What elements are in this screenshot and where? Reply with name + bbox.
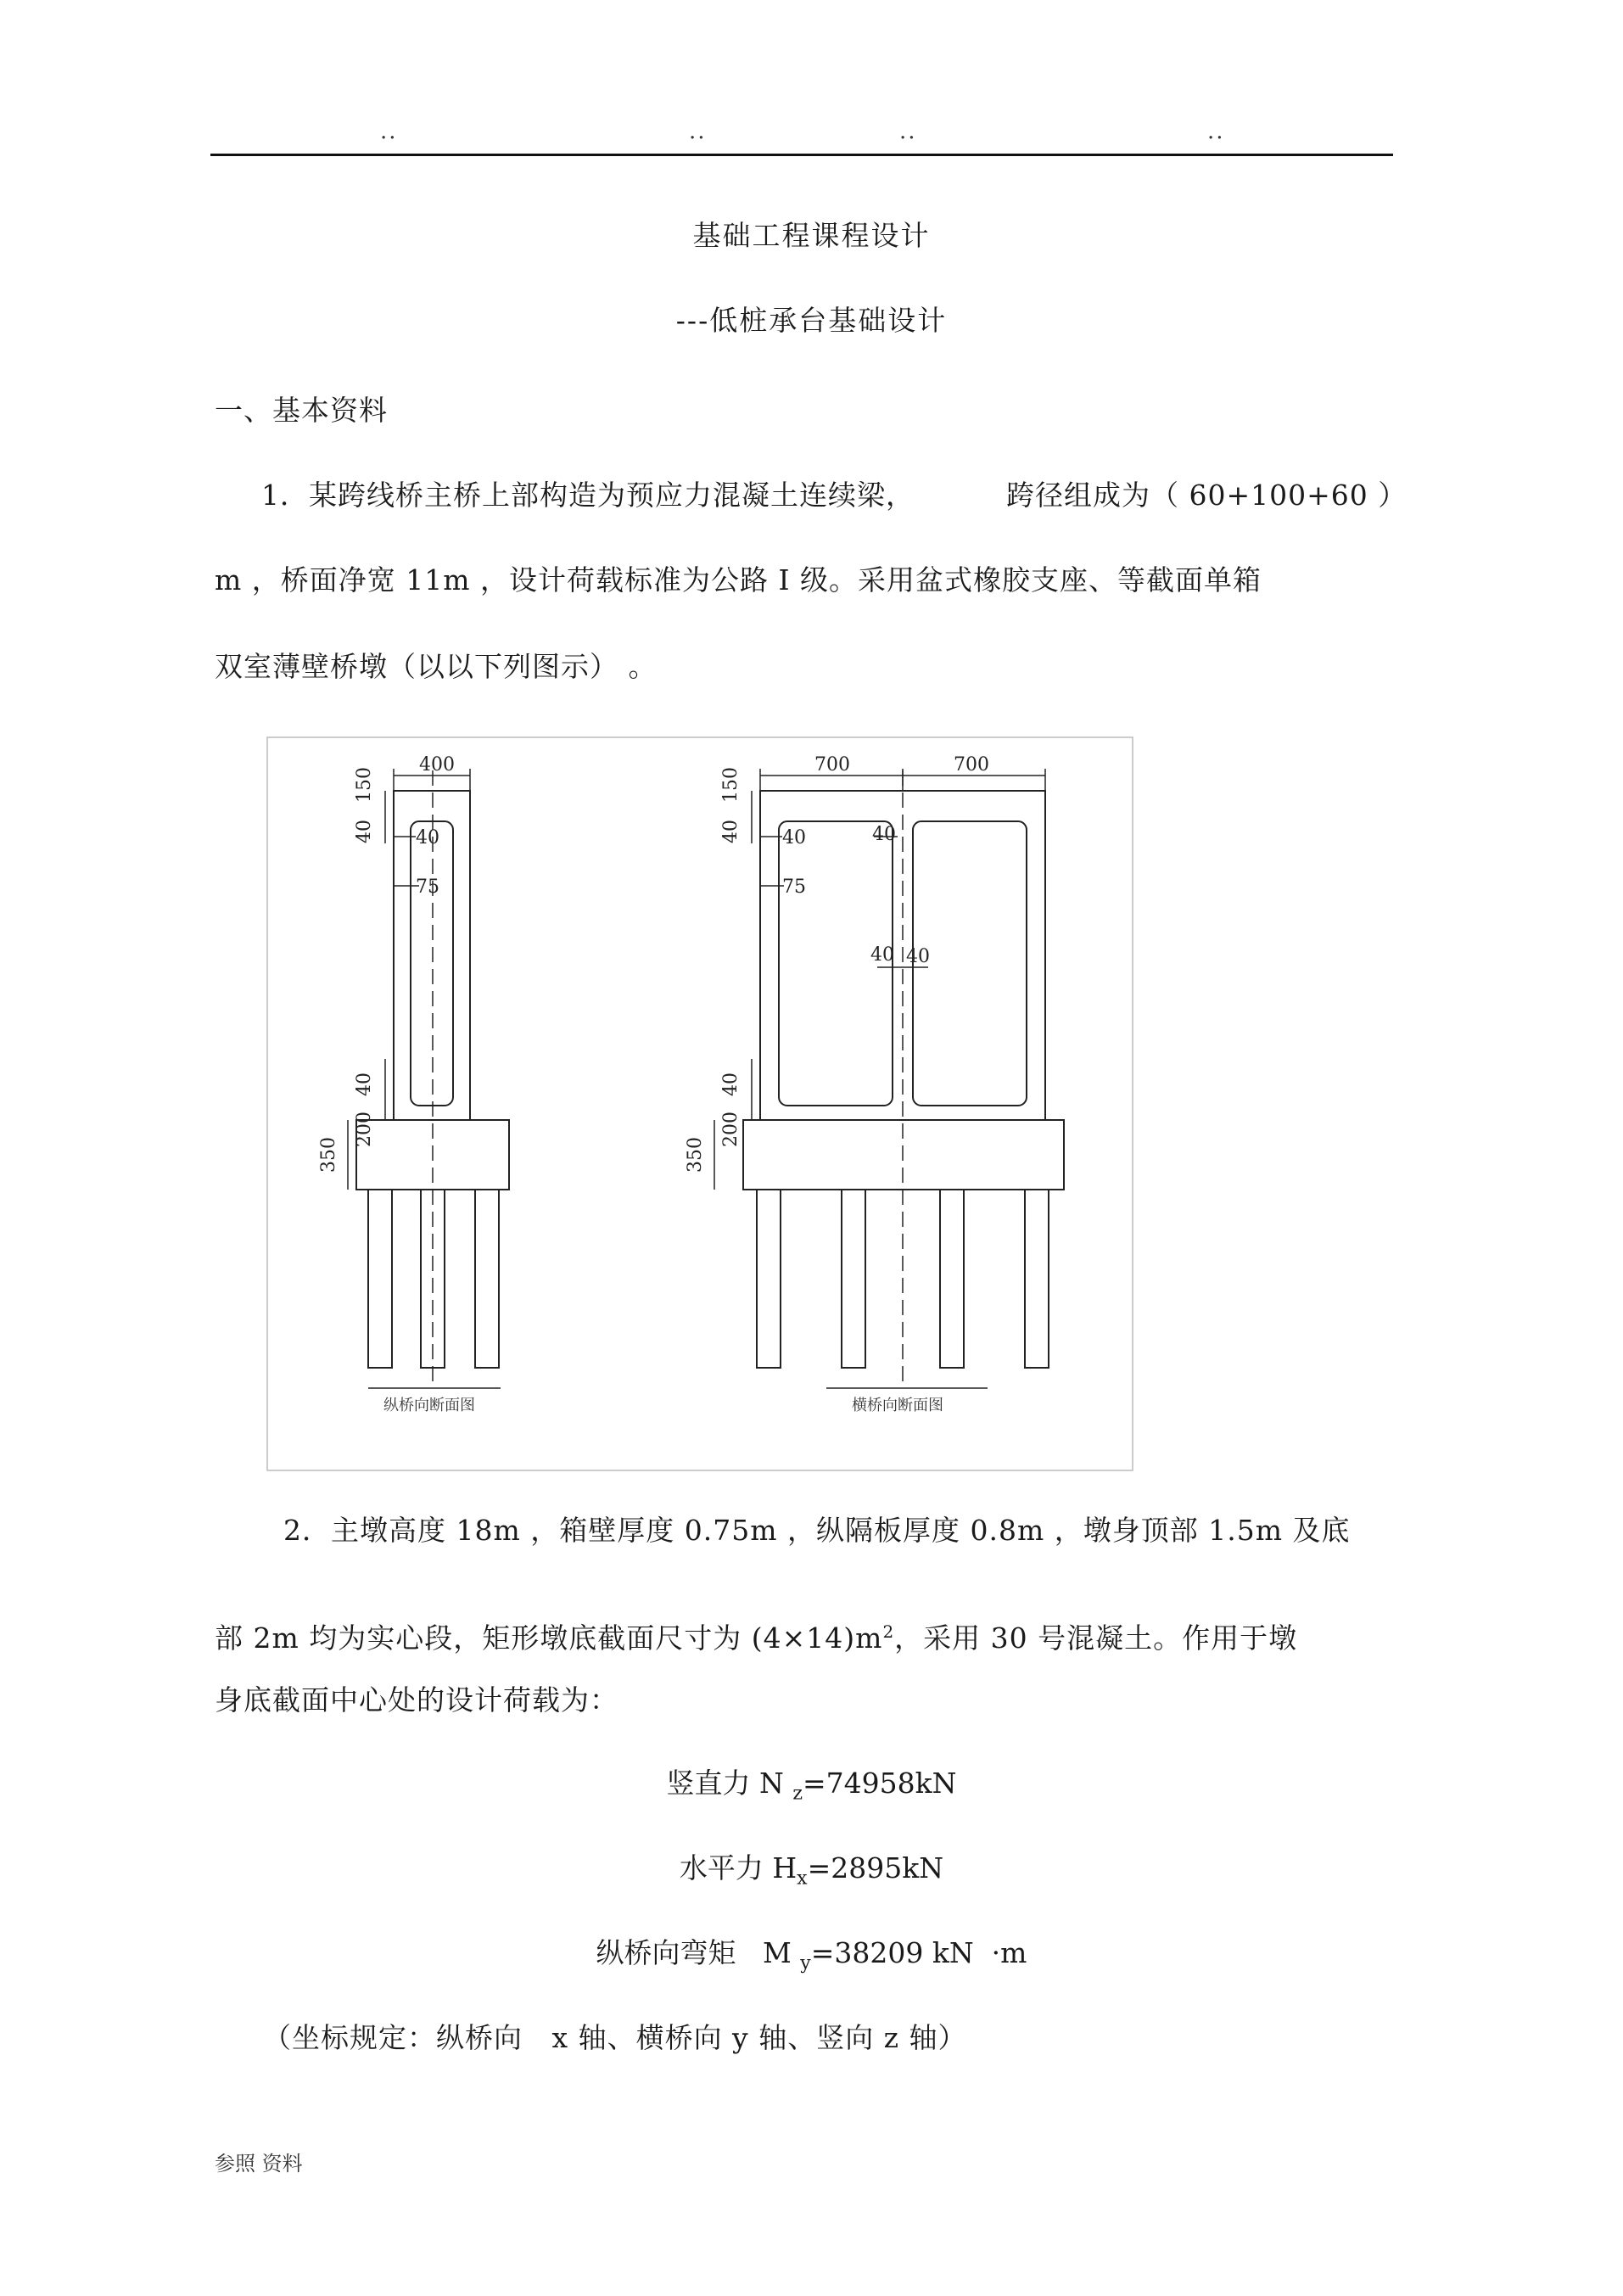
left-pile-1 (368, 1190, 392, 1368)
load-moment-value: =38209 kN ·m (810, 1936, 1027, 1969)
pier-section-figure (266, 736, 1133, 1471)
paragraph-2-line-3: 身底截面中心处的设计荷载为： (215, 1683, 618, 1716)
superscript-2: 2 (882, 1621, 895, 1642)
doc-title: 基础工程课程设计 (692, 219, 931, 252)
header-rule (210, 154, 1393, 156)
paragraph-1-line-2: m ，桥面净宽 11m ，设计荷载标准为公路 I 级。采用盆式橡胶支座、等截面单箱 (215, 563, 1262, 596)
left-dim-wall-top: 40 (354, 820, 375, 843)
left-dim-cap: 350 (318, 1137, 339, 1173)
right-pier-void-right (913, 821, 1027, 1106)
right-dim-wall-inner-l: 40 (782, 827, 806, 848)
doc-subtitle: ---低桩承台基础设计 (675, 304, 948, 337)
left-view (318, 754, 509, 1414)
load-horizontal-value: =2895kN (807, 1851, 944, 1884)
left-dim-bottom-wall: 40 (354, 1072, 375, 1096)
load-vertical (0, 1761, 1623, 1805)
load-moment (0, 1931, 1623, 1974)
right-dim-wall-top: 40 (720, 820, 742, 843)
header-dots-3: .. (899, 119, 917, 144)
load-vertical-label: 竖直力 N (666, 1767, 793, 1800)
left-view-caption: 纵桥向断面图 (383, 1397, 475, 1414)
paragraph-1-line-1a: 1．某跨线桥主桥上部构造为预应力混凝土连续梁， (261, 479, 915, 512)
page-footer: 参照 资料 (215, 2152, 303, 2176)
right-dim-bottom-wall: 40 (720, 1072, 742, 1096)
right-pile-4 (1025, 1190, 1049, 1368)
left-dim-wall-inner: 40 (416, 827, 439, 848)
section-heading: 一、基本资料 (215, 394, 388, 427)
right-dim-half-right: 700 (954, 754, 989, 776)
load-horizontal (0, 1846, 1623, 1890)
header-dots-1: .. (380, 119, 398, 144)
header-dots-2: .. (689, 119, 707, 144)
load-moment-sub: y (800, 1952, 811, 1974)
right-pile-3 (940, 1190, 964, 1368)
right-pile-cap (743, 1120, 1064, 1190)
paragraph-2-line-2a: 部 2m 均为实心段，矩形墩底截面尺寸为 (4×14)m (215, 1621, 883, 1655)
right-dim-bottom-solid: 200 (720, 1112, 742, 1147)
right-view (685, 754, 1064, 1414)
right-dim-cap: 350 (685, 1137, 706, 1173)
load-vertical-sub: z (792, 1783, 803, 1805)
load-vertical-value: =74958kN (802, 1767, 957, 1800)
right-dim-diaphragm-l: 40 (870, 944, 894, 966)
header-dots-4: .. (1207, 119, 1225, 144)
right-dim-wall-inner-r: 40 (872, 824, 896, 845)
left-pile-3 (475, 1190, 499, 1368)
load-moment-label: 纵桥向弯矩 M (596, 1936, 801, 1969)
left-dim-width: 400 (419, 754, 455, 776)
right-dim-top: 150 (720, 767, 742, 803)
paragraph-2-line-2 (215, 1616, 1297, 1656)
load-horizontal-label: 水平力 H (679, 1851, 798, 1884)
load-horizontal-sub: x (797, 1868, 808, 1890)
right-pile-2 (842, 1190, 865, 1368)
paragraph-2-line-1: 2．主墩高度 18m ，箱壁厚度 0.75m ，纵隔板厚度 0.8m ，墩身顶部 1.5m 及底 (283, 1514, 1351, 1547)
left-dim-bottom-solid: 200 (354, 1112, 375, 1147)
right-dim-half-left: 700 (814, 754, 850, 776)
figure-frame (267, 737, 1133, 1470)
left-dim-top: 150 (354, 767, 375, 803)
right-view-caption: 横桥向断面图 (852, 1397, 943, 1414)
right-dim-wall-side: 75 (782, 876, 806, 898)
left-pier-void (411, 821, 453, 1106)
coordinate-note: （坐标规定：纵桥向 x 轴、横桥向 y 轴、竖向 z 轴） (263, 2021, 967, 2054)
paragraph-1-line-1b: 跨径组成为（ 60+100+60 ） (1006, 479, 1408, 512)
paragraph-2-line-2b: ，采用 30 号混凝土。作用于墩 (894, 1621, 1298, 1655)
right-dim-diaphragm-r: 40 (906, 946, 930, 967)
paragraph-1-line-3: 双室薄壁桥墩（以以下列图示） 。 (215, 650, 658, 683)
right-pile-1 (757, 1190, 781, 1368)
left-dim-wall-side: 75 (416, 876, 439, 898)
